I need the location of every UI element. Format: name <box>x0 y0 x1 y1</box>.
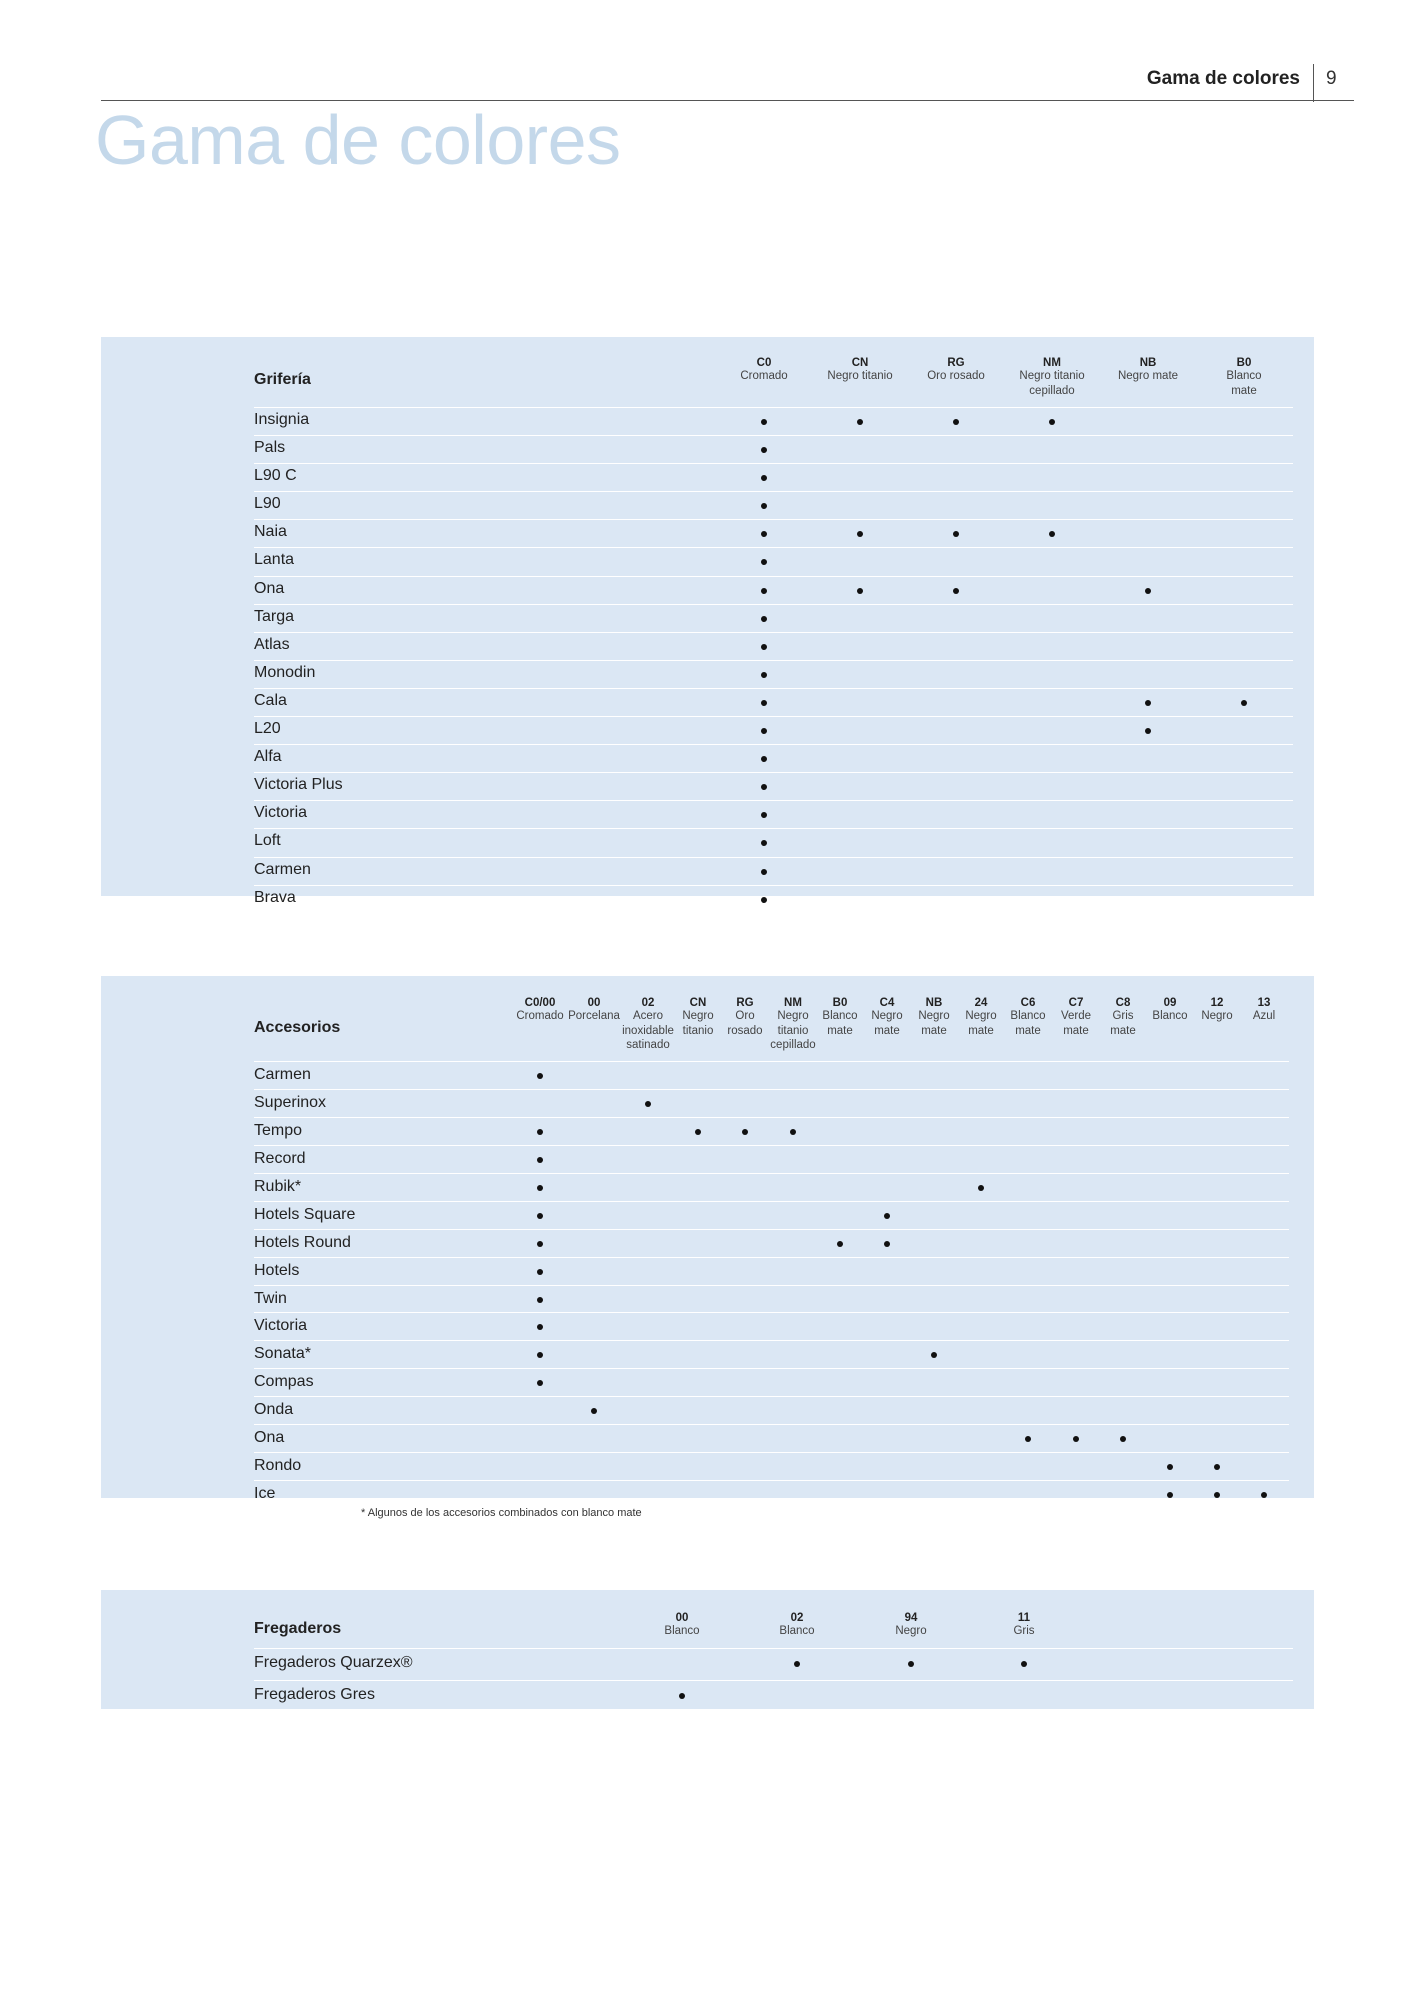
availability-dot <box>1145 700 1151 706</box>
column-code: B0 <box>1236 357 1252 369</box>
table-row <box>254 1174 1289 1202</box>
row-label: Hotels Square <box>254 1205 356 1223</box>
column-code: RG <box>736 997 754 1009</box>
availability-dot <box>1120 1436 1126 1442</box>
column-code: C8 <box>1115 997 1131 1009</box>
row-label: Lanta <box>254 551 295 569</box>
availability-dot <box>953 588 959 594</box>
column-header-nm <box>770 997 815 1053</box>
availability-dot <box>1241 700 1247 706</box>
table-row <box>254 773 1293 801</box>
table-row <box>254 745 1293 773</box>
table-row <box>254 886 1293 914</box>
availability-dot <box>1167 1492 1173 1498</box>
column-name: titanio <box>682 1024 714 1037</box>
availability-dot <box>857 588 863 594</box>
column-name: Acero <box>632 1010 664 1022</box>
column-code: 24 <box>974 997 988 1009</box>
table-row <box>254 605 1293 633</box>
column-code: 00 <box>675 1612 689 1624</box>
table-row <box>254 408 1293 436</box>
column-code: C7 <box>1068 997 1084 1009</box>
row-label: Sonata* <box>254 1345 311 1363</box>
accesorios-header-row <box>254 993 1289 1062</box>
availability-dot <box>537 1129 543 1135</box>
availability-dot <box>537 1297 543 1303</box>
column-name: Negro mate <box>1117 370 1179 382</box>
availability-dot <box>1049 419 1055 425</box>
availability-dot <box>537 1157 543 1163</box>
column-name: Azul <box>1252 1010 1276 1022</box>
row-label: Ice <box>254 1485 276 1503</box>
column-code: 00 <box>587 997 601 1009</box>
availability-dot <box>1145 588 1151 594</box>
availability-dot <box>1261 1492 1267 1498</box>
row-label: Tempo <box>254 1121 303 1139</box>
row-label: Rubik* <box>254 1177 302 1195</box>
column-code: C0/00 <box>524 997 556 1009</box>
column-name: mate <box>874 1024 900 1037</box>
column-code: NB <box>1139 357 1157 369</box>
page-number: 9 <box>1326 68 1337 89</box>
column-header-c8 <box>1110 997 1136 1038</box>
column-code: CN <box>689 997 707 1009</box>
column-name: mate <box>1015 1024 1041 1037</box>
table-row <box>254 858 1293 886</box>
availability-dot <box>761 588 767 594</box>
row-label: Compas <box>254 1373 314 1391</box>
column-header-c4 <box>871 997 902 1038</box>
column-name: titanio <box>777 1024 809 1037</box>
table-row <box>254 1341 1289 1369</box>
column-code: 02 <box>641 997 655 1009</box>
table-row <box>254 1062 1289 1090</box>
column-header-00 <box>664 1612 699 1639</box>
column-header-11 <box>1013 1612 1034 1639</box>
availability-dot <box>761 700 767 706</box>
footnote: * Algunos de los accesorios combinados con blanco mate <box>361 1507 642 1519</box>
row-label: Hotels Round <box>254 1233 351 1251</box>
column-header-cn <box>682 997 713 1038</box>
row-label: L90 <box>254 495 281 513</box>
column-code: C4 <box>879 997 895 1009</box>
availability-dot <box>645 1101 651 1107</box>
column-code: CN <box>851 357 869 369</box>
column-name: mate <box>1110 1024 1136 1037</box>
row-label: Fregaderos Quarzex® <box>254 1654 413 1671</box>
row-label: L90 C <box>254 467 297 485</box>
column-name: Blanco <box>1010 1010 1046 1022</box>
table-row <box>254 661 1293 689</box>
column-name: mate <box>921 1024 947 1037</box>
table-row <box>254 1481 1289 1509</box>
column-name: cepillado <box>770 1039 816 1051</box>
row-label: L20 <box>254 720 281 738</box>
availability-dot <box>1025 1436 1031 1442</box>
availability-dot <box>761 644 767 650</box>
column-name: Negro <box>777 1010 809 1022</box>
availability-dot <box>1214 1492 1220 1498</box>
availability-dot <box>679 1693 685 1699</box>
row-label: Insignia <box>254 411 310 428</box>
table-row <box>254 829 1293 857</box>
column-name: Cromado <box>516 1010 564 1022</box>
row-label: Pals <box>254 439 286 457</box>
column-header-94 <box>895 1612 926 1639</box>
column-header-rg <box>727 997 762 1038</box>
column-name: Oro <box>735 1010 755 1022</box>
availability-dot <box>695 1129 701 1135</box>
row-label: Victoria <box>254 1317 308 1335</box>
row-label: Record <box>254 1149 306 1167</box>
row-label: Hotels <box>254 1261 300 1279</box>
availability-dot <box>857 531 863 537</box>
category-label: Grifería <box>254 371 311 388</box>
availability-dot <box>1145 728 1151 734</box>
column-name: Negro titanio <box>1019 370 1085 382</box>
row-label: Cala <box>254 691 287 709</box>
column-name: Porcelana <box>568 1010 620 1022</box>
category-label: Fregaderos <box>254 1620 342 1637</box>
availability-dot <box>537 1213 543 1219</box>
table-row <box>254 1425 1289 1453</box>
row-label: Monodin <box>254 663 316 681</box>
availability-dot <box>761 503 767 509</box>
column-name: Negro <box>965 1010 997 1022</box>
table-row <box>254 548 1293 576</box>
column-name: cepillado <box>1029 384 1075 397</box>
availability-dot <box>884 1213 890 1219</box>
availability-dot <box>978 1185 984 1191</box>
table-row <box>254 689 1293 717</box>
column-name: Blanco <box>822 1010 858 1022</box>
column-code: C0 <box>756 357 772 369</box>
availability-dot <box>537 1380 543 1386</box>
fregaderos-header-row <box>254 1604 1293 1649</box>
table-row <box>254 492 1293 520</box>
availability-dot <box>953 531 959 537</box>
table-row <box>254 1681 1293 1713</box>
column-header-nm <box>1019 357 1084 398</box>
column-header-rg <box>927 357 985 384</box>
availability-dot <box>761 784 767 790</box>
availability-dot <box>908 1661 914 1667</box>
column-name: Blanco <box>1152 1010 1188 1022</box>
availability-dot <box>761 447 767 453</box>
column-code: NB <box>925 997 943 1009</box>
column-name: mate <box>968 1024 994 1037</box>
column-header-b0 <box>1220 357 1269 398</box>
griferia-header-row <box>254 353 1293 408</box>
availability-dot <box>761 419 767 425</box>
row-label: Targa <box>254 607 295 625</box>
column-name: Gris <box>1013 1625 1035 1637</box>
category-label: Accesorios <box>254 1019 341 1036</box>
availability-dot <box>761 672 767 678</box>
column-code: C6 <box>1020 997 1036 1009</box>
row-label: Carmen <box>254 1066 311 1083</box>
column-header-nb <box>918 997 949 1038</box>
availability-dot <box>931 1352 937 1358</box>
table-row <box>254 520 1293 548</box>
table-row <box>254 801 1293 829</box>
table-row <box>254 1649 1293 1681</box>
column-header-24 <box>965 997 996 1038</box>
header-section-title: Gama de colores <box>1146 68 1300 89</box>
availability-dot <box>761 728 767 734</box>
column-header-02 <box>622 997 674 1053</box>
column-name: Negro <box>682 1010 714 1022</box>
column-name: Negro <box>918 1010 950 1022</box>
column-header-09 <box>1152 997 1187 1024</box>
availability-dot <box>742 1129 748 1135</box>
column-name: Oro rosado <box>927 370 985 382</box>
table-row <box>254 436 1293 464</box>
table-row <box>254 1453 1289 1481</box>
availability-dot <box>761 840 767 846</box>
availability-dot <box>953 419 959 425</box>
availability-dot <box>1214 1464 1220 1470</box>
table-row <box>254 633 1293 661</box>
column-header-cn <box>827 357 892 384</box>
row-label: Twin <box>254 1289 287 1307</box>
table-row <box>254 1230 1289 1258</box>
availability-dot <box>1049 531 1055 537</box>
column-name: Negro <box>871 1010 903 1022</box>
availability-dot <box>1167 1464 1173 1470</box>
row-label: Ona <box>254 579 285 597</box>
column-name: Cromado <box>740 370 788 382</box>
column-name: Blanco <box>664 1625 700 1637</box>
table-row <box>254 1258 1289 1286</box>
column-header-00 <box>568 997 620 1024</box>
griferia-table <box>254 353 1293 914</box>
table-row <box>254 1397 1289 1425</box>
column-name: Negro <box>895 1625 927 1637</box>
row-label: Loft <box>254 832 281 850</box>
availability-dot <box>761 897 767 903</box>
availability-dot <box>837 1241 843 1247</box>
availability-dot <box>857 419 863 425</box>
row-label: Ona <box>254 1429 285 1447</box>
availability-dot <box>537 1269 543 1275</box>
column-name: Blanco mate <box>1226 370 1262 397</box>
availability-dot <box>761 616 767 622</box>
table-row <box>254 577 1293 605</box>
accesorios-table <box>254 993 1289 1509</box>
column-name: Blanco <box>779 1625 815 1637</box>
availability-dot <box>761 756 767 762</box>
column-code: 02 <box>790 1612 804 1624</box>
row-label: Fregaderos Gres <box>254 1685 375 1703</box>
column-header-c7 <box>1061 997 1091 1038</box>
header-separator <box>1313 64 1314 102</box>
column-header-b0 <box>822 997 857 1038</box>
table-row <box>254 1286 1289 1314</box>
availability-dot <box>1073 1436 1079 1442</box>
availability-dot <box>884 1241 890 1247</box>
column-name: Gris <box>1112 1010 1134 1022</box>
column-code: NM <box>1043 357 1061 369</box>
column-header-13 <box>1253 997 1275 1024</box>
column-code: 11 <box>1017 1612 1031 1624</box>
fregaderos-table <box>254 1604 1293 1712</box>
availability-dot <box>537 1185 543 1191</box>
column-header-02 <box>779 1612 814 1639</box>
column-name: mate <box>827 1024 853 1037</box>
availability-dot <box>537 1324 543 1330</box>
column-name: mate <box>1063 1024 1089 1037</box>
column-name: Verde <box>1060 1010 1092 1022</box>
table-row <box>254 1313 1289 1341</box>
row-label: Victoria Plus <box>254 776 343 794</box>
column-header-12 <box>1201 997 1232 1024</box>
availability-dot <box>537 1073 543 1079</box>
row-label: Naia <box>254 523 287 541</box>
table-row <box>254 464 1293 492</box>
availability-dot <box>537 1352 543 1358</box>
availability-dot <box>761 812 767 818</box>
row-label: Victoria <box>254 804 308 822</box>
row-label: Carmen <box>254 860 311 878</box>
row-label: Brava <box>254 888 296 906</box>
table-row <box>254 1202 1289 1230</box>
availability-dot <box>591 1408 597 1414</box>
column-name: Negro titanio <box>827 370 893 382</box>
column-header-c0 <box>740 357 787 384</box>
column-name: rosado <box>727 1024 763 1037</box>
page-title: Gama de colores <box>95 101 621 179</box>
table-row <box>254 1090 1289 1118</box>
column-header-c6 <box>1010 997 1045 1038</box>
availability-dot <box>761 475 767 481</box>
column-header-nb <box>1118 357 1178 384</box>
column-code: B0 <box>832 997 848 1009</box>
column-code: 09 <box>1163 997 1177 1009</box>
availability-dot <box>761 869 767 875</box>
column-name: Negro <box>1201 1010 1233 1022</box>
column-code: NM <box>784 997 802 1009</box>
table-row <box>254 1146 1289 1174</box>
column-code: RG <box>947 357 965 369</box>
column-name: satinado <box>626 1039 670 1051</box>
column-name: inoxidable <box>622 1024 674 1037</box>
row-label: Atlas <box>254 635 290 653</box>
column-code: 13 <box>1257 997 1271 1009</box>
column-header-c0-00 <box>516 997 563 1024</box>
table-row <box>254 1369 1289 1397</box>
table-row <box>254 1118 1289 1146</box>
availability-dot <box>1021 1661 1027 1667</box>
availability-dot <box>761 559 767 565</box>
column-code: 12 <box>1210 997 1224 1009</box>
availability-dot <box>794 1661 800 1667</box>
row-label: Onda <box>254 1401 294 1419</box>
availability-dot <box>761 531 767 537</box>
row-label: Rondo <box>254 1457 302 1475</box>
availability-dot <box>790 1129 796 1135</box>
column-code: 94 <box>904 1612 918 1624</box>
row-label: Superinox <box>254 1093 327 1111</box>
table-row <box>254 717 1293 745</box>
row-label: Alfa <box>254 748 282 766</box>
availability-dot <box>537 1241 543 1247</box>
